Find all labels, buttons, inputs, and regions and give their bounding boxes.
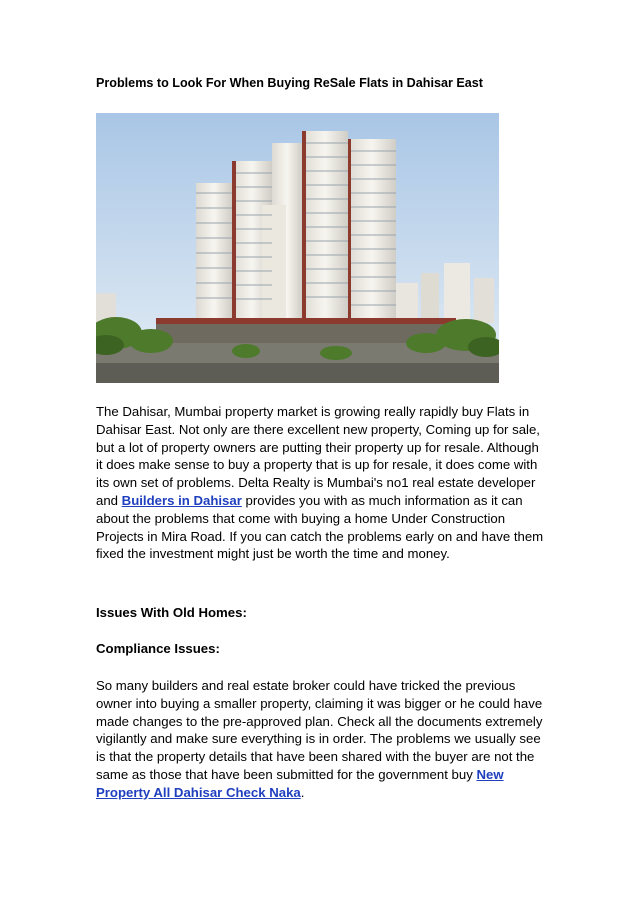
- new-property-dahisar-link[interactable]: New Property All Dahisar Check Naka: [96, 766, 504, 800]
- compliance-text-start: So many builders and real estate broker could have tricked the previous owner into buying a smaller property, claiming it was bigger or he could have made changes to the pre-approved plan. Check all the documents extremely vigilantly and make sure everything is in order. The problems we usually see is that the property details that have been shared with the buyer are not the same as those that have been submitted for the government buy: [96, 678, 543, 782]
- building-photo: [96, 113, 499, 383]
- intro-text-end: provides you with as much information as it can about the problems that come with buying a home Under Construction Projects in Mira Road. If you can catch the problems early on and have them fixed the investment might just be worth the time and money.: [96, 492, 544, 562]
- intro-text-start: The Dahisar, Mumbai property market is growing really rapidly buy Flats in Dahisar East. Not only are there excellent new property, Coming up for sale, but a lot of property owners are putting their property up for resale. Although it does make sense to buy a property that is up for resale, it does come with its own set of problems. Delta Realty is Mumbai's no1 real estate developer and: [96, 404, 540, 508]
- compliance-paragraph: [96, 677, 548, 802]
- compliance-text-end: .: [300, 784, 305, 800]
- document-title: Problems to Look For When Buying ReSale Flats in Dahisar East: [96, 76, 483, 90]
- section-heading-old-homes: Issues With Old Homes:: [96, 605, 247, 620]
- builders-in-dahisar-link[interactable]: Builders in Dahisar: [121, 492, 242, 508]
- intro-paragraph: [96, 403, 548, 563]
- section-heading-compliance: Compliance Issues:: [96, 641, 220, 656]
